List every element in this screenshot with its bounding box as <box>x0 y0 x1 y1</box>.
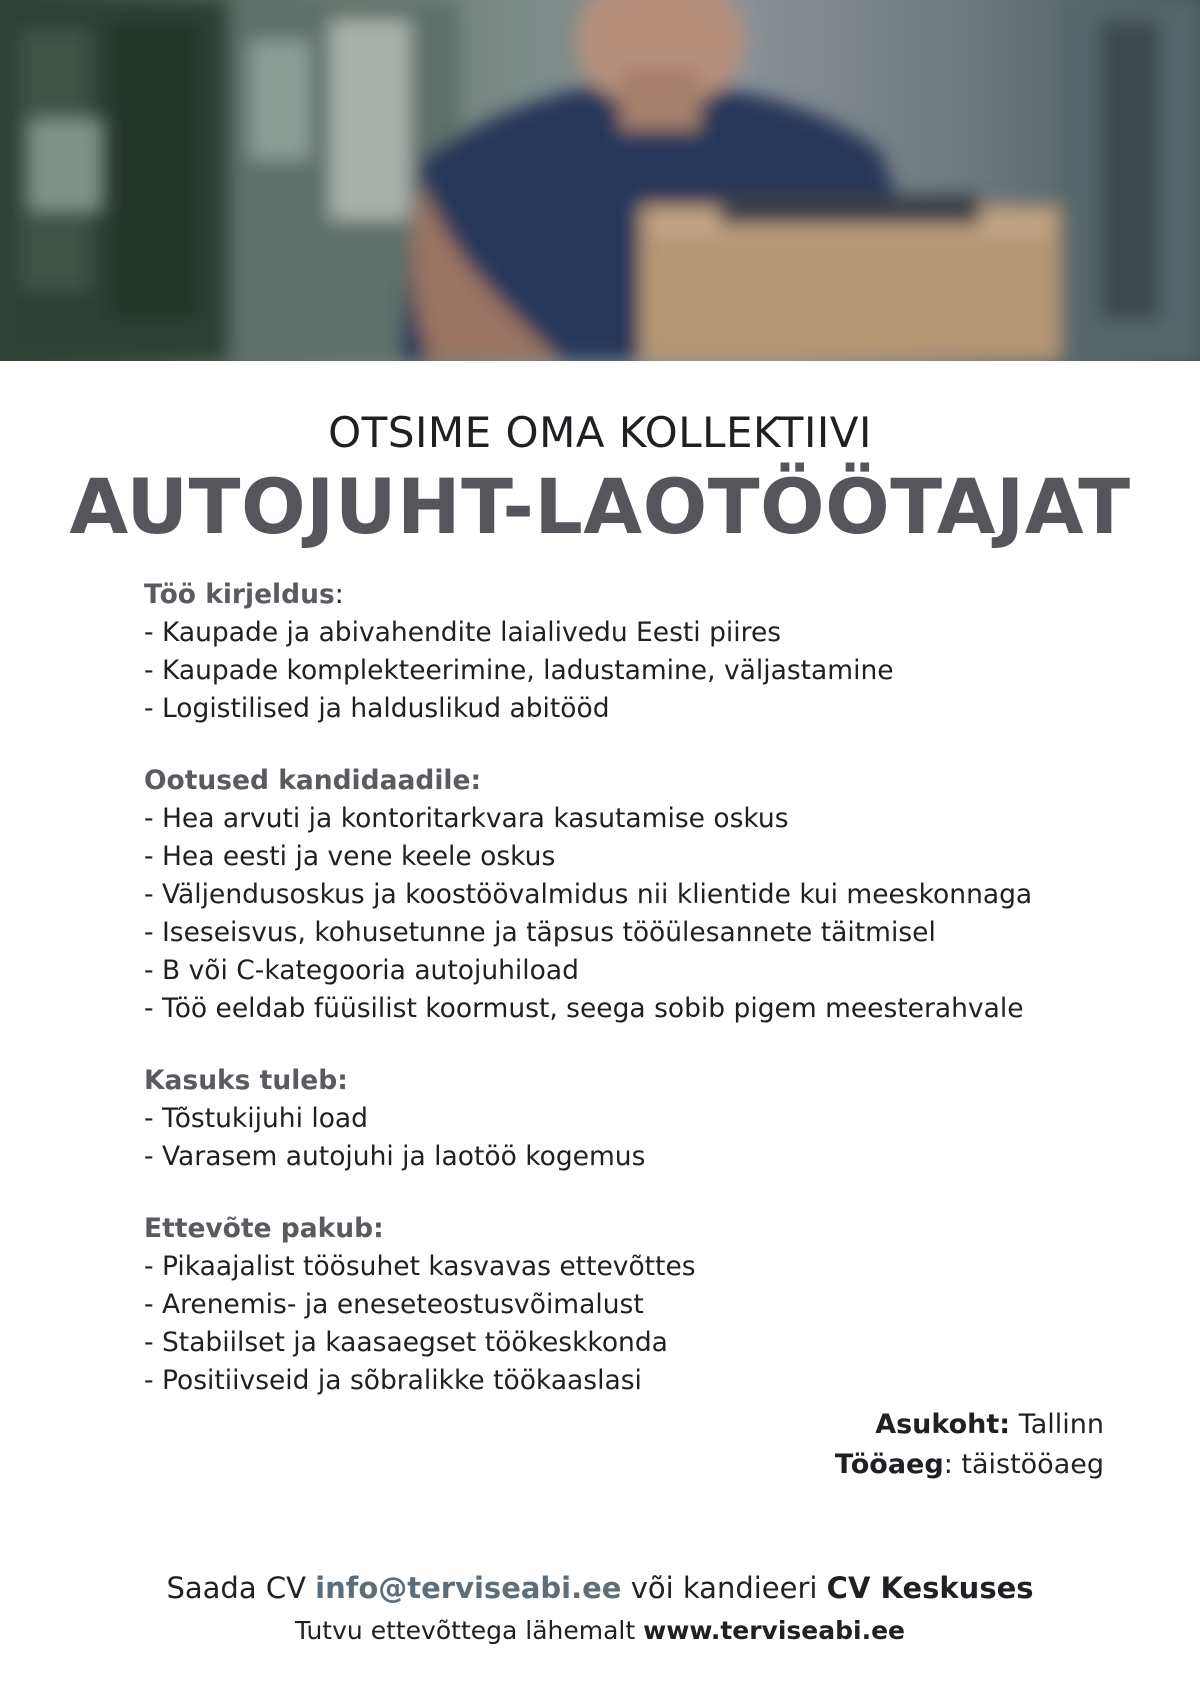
list-item: - Pikaajalist töösuhet kasvavas ettevõttes <box>144 1251 696 1282</box>
section-heading: Kasuks tuleb: <box>144 1065 348 1096</box>
list-item: - Arenemis- ja eneseteostusvõimalust <box>144 1289 644 1320</box>
section-heading: Ettevõte pakub: <box>144 1213 384 1244</box>
list-item: - Varasem autojuhi ja laotöö kogemus <box>144 1141 646 1172</box>
list-item: - Logistilised ja halduslikud abitööd <box>144 693 610 724</box>
list-item: - Tõstukijuhi load <box>144 1103 368 1134</box>
cv-keskus-link[interactable]: CV Keskuses <box>826 1571 1034 1605</box>
list-item: - Hea eesti ja vene keele oskus <box>144 841 556 872</box>
footer-website <box>0 1616 1200 1645</box>
work-time-label: Tööaeg <box>834 1449 944 1480</box>
subtitle: OTSIME OMA KOLLEKTIIVI <box>328 408 872 457</box>
list-item: - Hea arvuti ja kontoritarkvara kasutamise oskus <box>144 803 789 834</box>
list-item: - Väljendusoskus ja koostöövalmidus nii klientide kui meeskonnaga <box>144 879 1033 910</box>
list-item: - Töö eeldab füüsilist koormust, seega sobib pigem meesterahvale <box>144 993 1024 1024</box>
list-item: - B või C-kategooria autojuhiload <box>144 955 579 986</box>
work-time-value: : täistööaeg <box>943 1449 1104 1480</box>
footer-text: Saada CV <box>166 1571 316 1605</box>
footer-text: Tutvu ettevõttega lähemalt <box>294 1616 644 1645</box>
job-meta <box>835 1405 1104 1485</box>
hero-photo <box>0 0 1200 361</box>
location-value: Tallinn <box>1010 1409 1104 1440</box>
footer-text: või kandieeri <box>621 1571 827 1605</box>
location <box>835 1405 1104 1445</box>
section-job-description <box>144 576 1124 728</box>
list-item: - Kaupade komplekteerimine, ladustamine, väljastamine <box>144 655 894 686</box>
bullet-list <box>144 1248 1124 1400</box>
work-time <box>835 1445 1104 1485</box>
footer-contact <box>0 1571 1200 1605</box>
section-company-offers <box>144 1210 1124 1400</box>
section-heading-suffix: : <box>334 579 344 610</box>
location-label: Asukoht: <box>875 1409 1011 1440</box>
section-expectations <box>144 762 1124 1028</box>
bullet-list <box>144 800 1124 1028</box>
list-item: - Positiivseid ja sõbralikke töökaaslasi <box>144 1365 642 1396</box>
job-description <box>144 576 1124 1434</box>
section-heading: Ootused kandidaadile: <box>144 765 482 796</box>
section-heading <box>144 576 1124 614</box>
website-link[interactable]: www.terviseabi.ee <box>643 1616 906 1645</box>
email-link[interactable]: info@terviseabi.ee <box>315 1571 622 1605</box>
bullet-list <box>144 614 1124 728</box>
list-item: - Iseseisvus, kohusetunne ja täpsus tööülesannete täitmisel <box>144 917 936 948</box>
section-heading-text: Töö kirjeldus <box>144 579 335 610</box>
bullet-list <box>144 1100 1124 1176</box>
list-item: - Kaupade ja abivahendite laialivedu Eesti piires <box>144 617 782 648</box>
hero-blurred-photo <box>0 0 1200 361</box>
page-title: AUTOJUHT-LAOTÖÖTAJAT <box>69 462 1131 551</box>
list-item: - Stabiilset ja kaasaegset töökeskkonda <box>144 1327 668 1358</box>
section-advantages <box>144 1062 1124 1176</box>
